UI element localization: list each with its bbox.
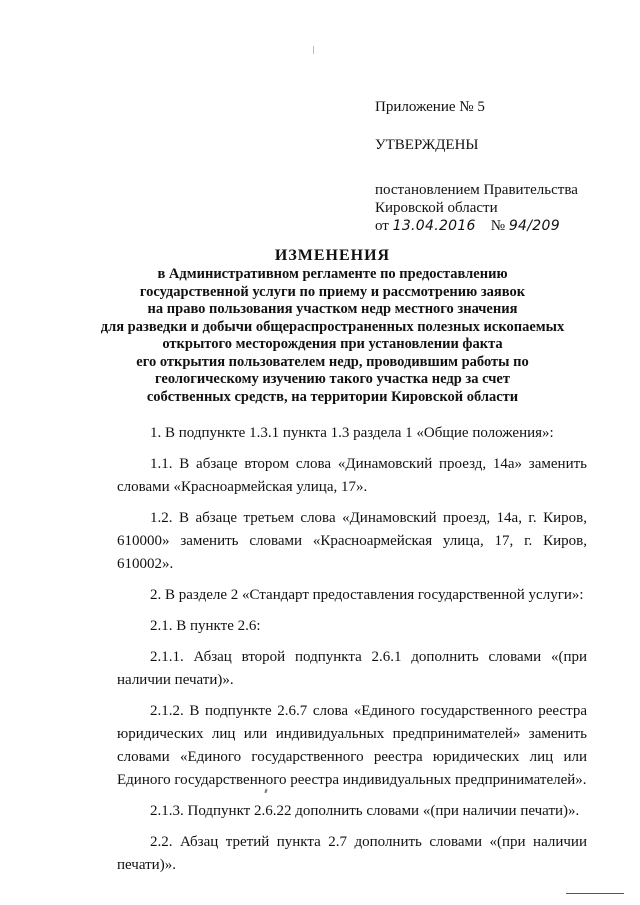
title-line: открытого месторождения при установлении факта xyxy=(162,336,503,352)
number-prefix: № xyxy=(490,218,506,234)
decree-line-2: Кировской области xyxy=(375,200,498,216)
paragraph: 2.1. В пункте 2.6: xyxy=(150,618,261,634)
title-line: геологическому изучению такого участка недр за счет xyxy=(155,371,510,387)
paragraph: 2.2. Абзац третий пункта 2.7 дополнить словами «(при наличии печати)». xyxy=(117,834,587,873)
title-line: его открытия пользователем недр, проводившим работы по xyxy=(136,353,529,370)
document-title xyxy=(60,246,605,406)
document-body xyxy=(117,422,587,877)
date-prefix: от xyxy=(375,218,389,234)
title-line: государственной услуги по приему и рассмотрению заявок xyxy=(139,283,526,300)
decree-line-1: постановлением Правительства xyxy=(375,182,578,198)
paragraph: 2. В разделе 2 «Стандарт предоставления государственной услуги»: xyxy=(150,587,584,603)
paragraph: 1. В подпункте 1.3.1 пункта 1.3 раздела 1 «Общие положения»: xyxy=(150,425,554,441)
decree-date-number xyxy=(375,217,625,235)
approved-label: УТВЕРЖДЕНЫ xyxy=(375,137,479,153)
scan-mark xyxy=(566,893,624,894)
paragraph: 1.1. В абзаце втором слова «Динамовский проезд, 14а» заменить словами «Красноармейская улица, 17». xyxy=(117,456,587,495)
appendix-label: Приложение № 5 xyxy=(375,99,485,115)
paragraph: 2.1.2. В подпункте 2.6.7 слова «Единого государственного реестра юридических лиц или индивидуальных предпринимателей» заменить словами «Единого государственного реестра юридических лиц или Единого государственного реестра индивидуальных предпринимателей». xyxy=(117,703,587,788)
decree-date: 13.04.2016 xyxy=(392,218,476,234)
paragraph: 2.1.3. Подпункт 2.6.22 дополнить словами «(при наличии печати)». xyxy=(150,803,580,819)
paragraph: 2.1.1. Абзац второй подпункта 2.6.1 дополнить словами «(при наличии печати)». xyxy=(117,649,587,688)
scan-mark xyxy=(313,46,314,54)
approval-block xyxy=(375,98,625,235)
title-main: ИЗМЕНЕНИЯ xyxy=(274,247,391,264)
paragraph: 1.2. В абзаце третьем слова «Динамовский проезд, 14а, г. Киров, 610000» заменить словами «Красноармейская улица, 17, г. Киров, 610002». xyxy=(117,510,587,572)
title-line: для разведки и добычи общераспространенных полезных ископаемых xyxy=(100,318,565,335)
title-line: собственных средств, на территории Кировской области xyxy=(146,388,519,405)
decree-number: 94/209 xyxy=(508,218,560,234)
title-line: в Административном регламенте по предоставлению xyxy=(157,266,508,282)
title-line: на право пользования участком недр местного значения xyxy=(147,301,518,317)
